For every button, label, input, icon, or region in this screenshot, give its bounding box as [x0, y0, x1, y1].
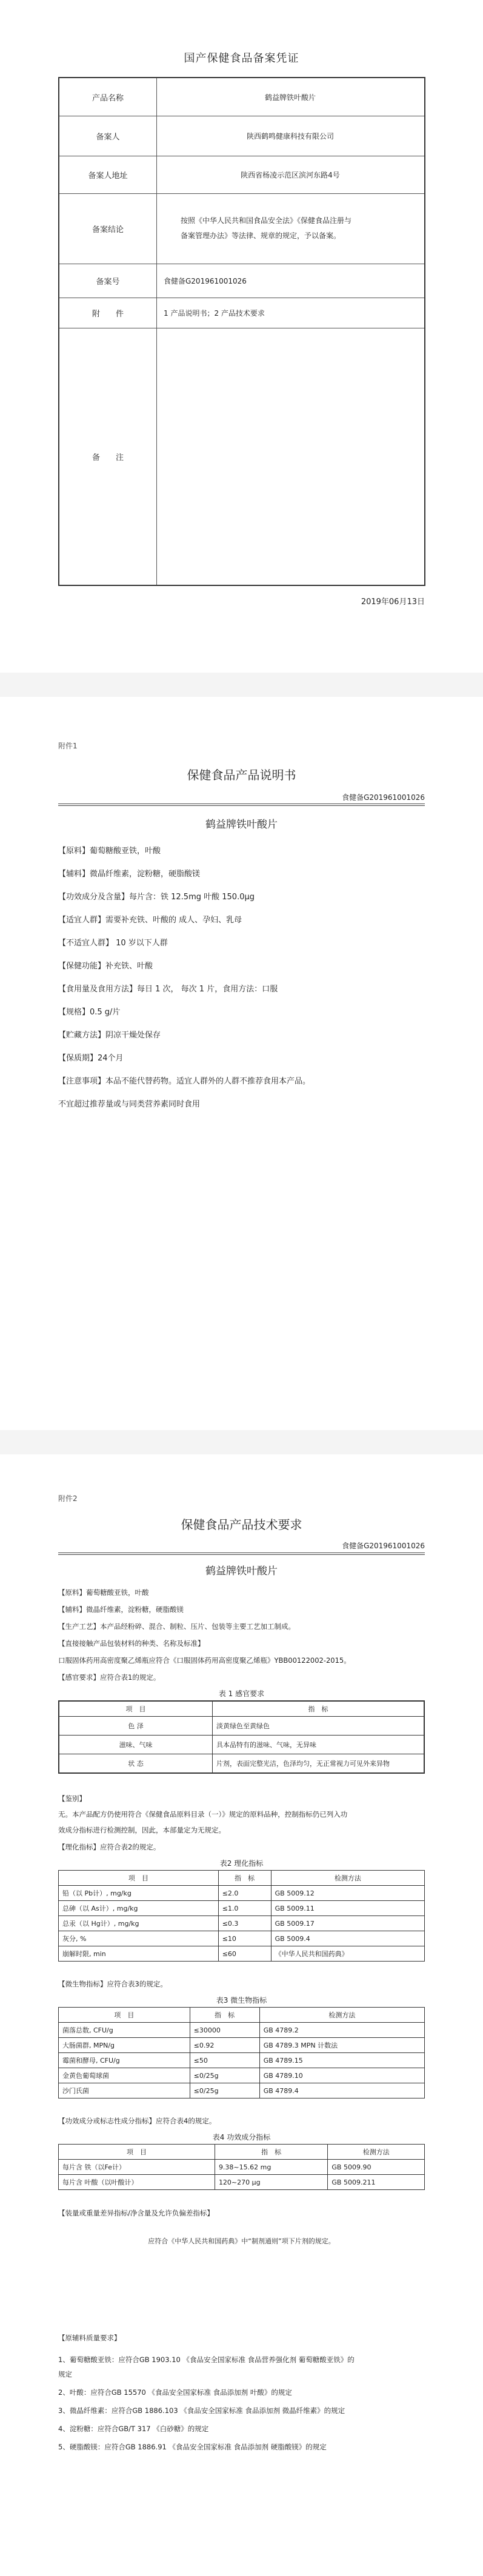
row-remarks: 备 注	[59, 328, 424, 585]
info-line: 【辅料】微晶纤维素，淀粉糖，硬脂酸镁	[58, 870, 201, 879]
table-row: 金黄色葡萄球菌 ≤0/25g GB 4789.10	[59, 2068, 425, 2083]
table-row: 崩解时限, min ≤60 《中华人民共和国药典》	[59, 1946, 425, 1962]
certificate-table	[58, 77, 425, 586]
info-line: 【功效成分及含量】每片含：铁 12.5mg 叶酸 150.0μg	[58, 893, 255, 902]
row-filing-number: 备案号 食健备G201961001026	[59, 264, 424, 298]
section-heading: 【原辅料质量要求】	[58, 2334, 121, 2342]
row-conclusion: 备案结论 按照《中华人民共和国食品安全法》《保健食品注册与 备案管理办法》等法律、规章的规定，予以备案。	[59, 193, 424, 264]
info-line: 4、淀粉糖：应符合GB/T 317 《白砂糖》的规定	[58, 2425, 209, 2433]
product-name: 鹤益牌铁叶酸片	[205, 819, 278, 831]
physchem-table	[58, 1870, 425, 1962]
info-line: 【微生物指标】应符合表3的规定。	[58, 1980, 167, 1988]
divider	[58, 805, 425, 806]
table-row: 总砷（以 As计）, mg/kg ≤1.0 GB 5009.11	[59, 1901, 425, 1916]
table-row: 状 态 片剂，表面完整光洁，色泽均匀，无正常视力可见外来异物	[59, 1754, 424, 1774]
tech-title: 保健食品产品技术要求	[181, 1517, 302, 1532]
info-line: 【保质期】24个月	[58, 1054, 124, 1063]
table-row: 每片含 铁（以Fe计） 9.38~15.62 mg GB 5009.90	[59, 2160, 425, 2175]
info-line: 2、叶酸：应符合GB 15570 《食品安全国家标准 食品添加剂 叶酸》的规定	[58, 2388, 292, 2397]
info-line: 规定	[58, 2370, 72, 2378]
row-product-name: 产品名称 鹤益牌铁叶酸片	[59, 78, 424, 116]
microbial-table	[58, 2007, 425, 2098]
row-attachments: 附 件 1 产品说明书；2 产品技术要求	[59, 298, 424, 328]
table-caption: 表2 理化指标	[219, 1859, 264, 1868]
table-row: 色 泽 淡黄绿色至黄绿色	[59, 1717, 424, 1736]
info-line: 口服固体药用高密度聚乙烯瓶应符合《口服固体药用高密度聚乙烯瓶》YBB00122002-2015。	[58, 1656, 351, 1665]
info-line: 【原料】葡萄糖酸亚铁，叶酸	[58, 1588, 149, 1597]
certificate-title: 国产保健食品备案凭证	[184, 52, 299, 65]
info-line: 【功效成分或标志性成分指标】应符合表4的规定。	[58, 2117, 216, 2125]
info-line: 【理化指标】应符合表2的规定。	[58, 1843, 161, 1851]
info-line: 【规格】0.5 g/片	[58, 1008, 121, 1017]
table-row: 霉菌和酵母, CFU/g ≤50 GB 4789.15	[59, 2053, 425, 2068]
row-filer-address: 备案人地址 陕西省杨凌示范区滨河东路4号	[59, 156, 424, 194]
issue-date: 2019年06月13日	[361, 597, 425, 607]
info-line: 无。本产品配方仍使用符合《保健食品原料目录（一）》规定的原料品种，控制指标仍已列入功	[58, 1810, 348, 1819]
table-row: 滋味、气味 具本品特有的滋味、气味，无异味	[59, 1736, 424, 1754]
table-row: 铅（以 Pb计）, mg/kg ≤2.0 GB 5009.12	[59, 1886, 425, 1901]
table-row: 菌落总数, CFU/g ≤30000 GB 4789.2	[59, 2023, 425, 2038]
product-name: 鹤益牌铁叶酸片	[205, 1565, 278, 1577]
table-header-row: 项 目 指 标	[59, 1701, 424, 1717]
info-line: 【不适宜人群】 10 岁以下人群	[58, 939, 168, 948]
technical-requirements-page	[0, 1454, 483, 2576]
functional-components-table	[58, 2144, 425, 2190]
table-row: 总汞（以 Hg计）, mg/kg ≤0.3 GB 5009.17	[59, 1916, 425, 1931]
info-line: 不宜超过推荐量或与同类营养素同时食用	[58, 1100, 201, 1109]
info-line: 5、硬脂酸镁：应符合GB 1886.91 《食品安全国家标准 食品添加剂 硬脂酸镁》的规定	[58, 2443, 327, 2451]
divider	[58, 1554, 425, 1555]
table-row: 每片含 叶酸（以叶酸计） 120~270 μg GB 5009.211	[59, 2175, 425, 2190]
info-line: 【贮藏方法】阴凉干燥处保存	[58, 1031, 161, 1040]
table-row: 大肠菌群, MPN/g ≤0.92 GB 4789.3 MPN 计数法	[59, 2038, 425, 2053]
doc-number: 食健备G201961001026	[342, 793, 425, 802]
info-line: 【鉴别】	[58, 1794, 86, 1803]
info-line: 【食用量及食用方法】每日 1 次， 每次 1 片，食用方法：口服	[58, 985, 278, 994]
table-header-row: 项 目 指 标 检测方法	[59, 2008, 425, 2023]
certificate-page	[0, 0, 483, 673]
info-line: 【生产工艺】本产品经粉碎、混合、制粒、压片、包装等主要工艺加工制成。	[58, 1622, 295, 1631]
info-line: 1、葡萄糖酸亚铁：应符合GB 1903.10 《食品安全国家标准 食品营养强化剂 葡萄糖酸亚铁》的	[58, 2355, 355, 2364]
table-header-row: 项 目 指 标 检测方法	[59, 1871, 425, 1886]
info-line: 应符合《中华人民共和国药典》中“制剂通则”项下片剂的规定。	[148, 2237, 335, 2245]
info-line: 【辅料】微晶纤维素，淀粉糖，硬脂酸镁	[58, 1605, 184, 1614]
table-caption: 表3 微生物指标	[216, 1996, 267, 2005]
info-line: 【适宜人群】需要补充铁、叶酸的 成人、孕妇、乳母	[58, 916, 242, 925]
table-header-row: 项 目 指 标 检测方法	[59, 2145, 425, 2160]
info-line: 【感官要求】应符合表1的规定。	[58, 1673, 161, 1682]
sensory-table	[58, 1700, 425, 1774]
doc-number: 食健备G201961001026	[342, 1542, 425, 1550]
annex-label: 附件2	[58, 1494, 78, 1503]
table-caption: 表4 功效成分指标	[212, 2133, 271, 2142]
table-row: 灰分, % ≤10 GB 5009.4	[59, 1931, 425, 1946]
info-line: 3、微晶纤维素：应符合GB 1886.103 《食品安全国家标准 食品添加剂 微晶纤维素》的规定	[58, 2406, 345, 2415]
annex-label: 附件1	[58, 742, 78, 750]
info-line: 【直接接触产品包装材料的种类、名称及标准】	[58, 1639, 205, 1648]
row-filer: 备案人 陕西鹤鸣健康科技有限公司	[59, 116, 424, 156]
info-line: 【原料】葡萄糖酸亚铁，叶酸	[58, 847, 161, 856]
table-caption: 表 1 感官要求	[218, 1689, 265, 1698]
instructions-title: 保健食品产品说明书	[187, 768, 296, 782]
table-row: 沙门氏菌 ≤0/25g GB 4789.4	[59, 2083, 425, 2098]
instructions-page	[0, 697, 483, 1430]
info-line: 【装量或重量差异指标/净含量及允许负偏差指标】	[58, 2209, 214, 2217]
info-line: 【保健功能】补充铁、叶酸	[58, 962, 153, 971]
info-line: 【注意事项】本品不能代替药物。适宜人群外的人群不推荐食用本产品。	[58, 1077, 311, 1086]
info-line: 效成分指标进行检测控制，因此，本部量定为无规定。	[58, 1826, 225, 1834]
